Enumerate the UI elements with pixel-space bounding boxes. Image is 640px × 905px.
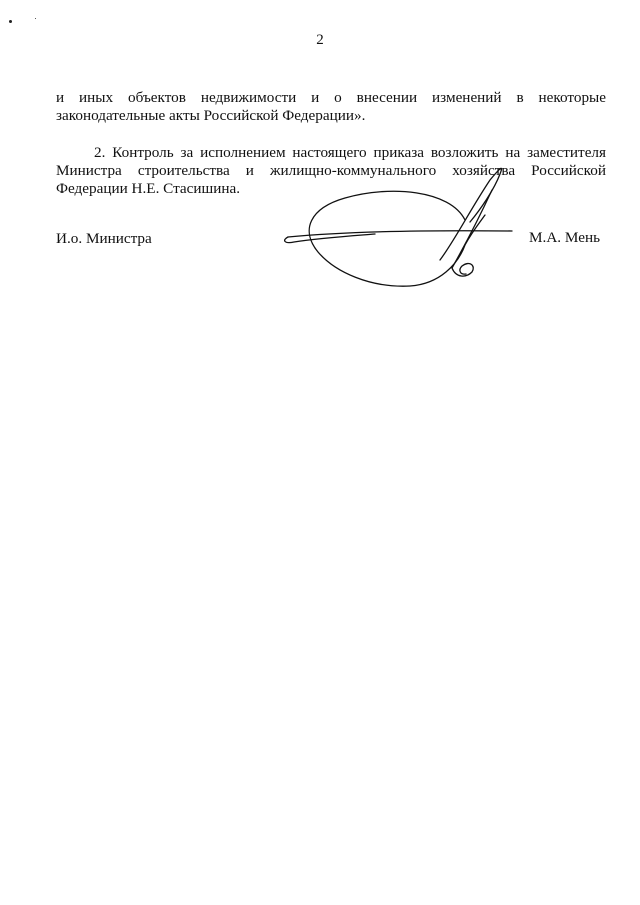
- signatory-position: И.о. Министра: [56, 230, 152, 247]
- scan-speck: [9, 20, 12, 23]
- page-number: 2: [316, 32, 324, 48]
- signatory-name: М.А. Мень: [529, 229, 600, 246]
- paragraph-2: 2. Контроль за исполнением настоящего приказа возложить на заместителя Министра строительства и жилищно-коммунального хозяйства Российской Федерации Н.Е. Стасишина.: [56, 144, 606, 197]
- scan-speck: [35, 18, 36, 19]
- paragraph-continued: и иных объектов недвижимости и о внесении изменений в некоторые законодательные акты Российской Федерации».: [56, 89, 606, 124]
- handwritten-signature: [280, 160, 520, 295]
